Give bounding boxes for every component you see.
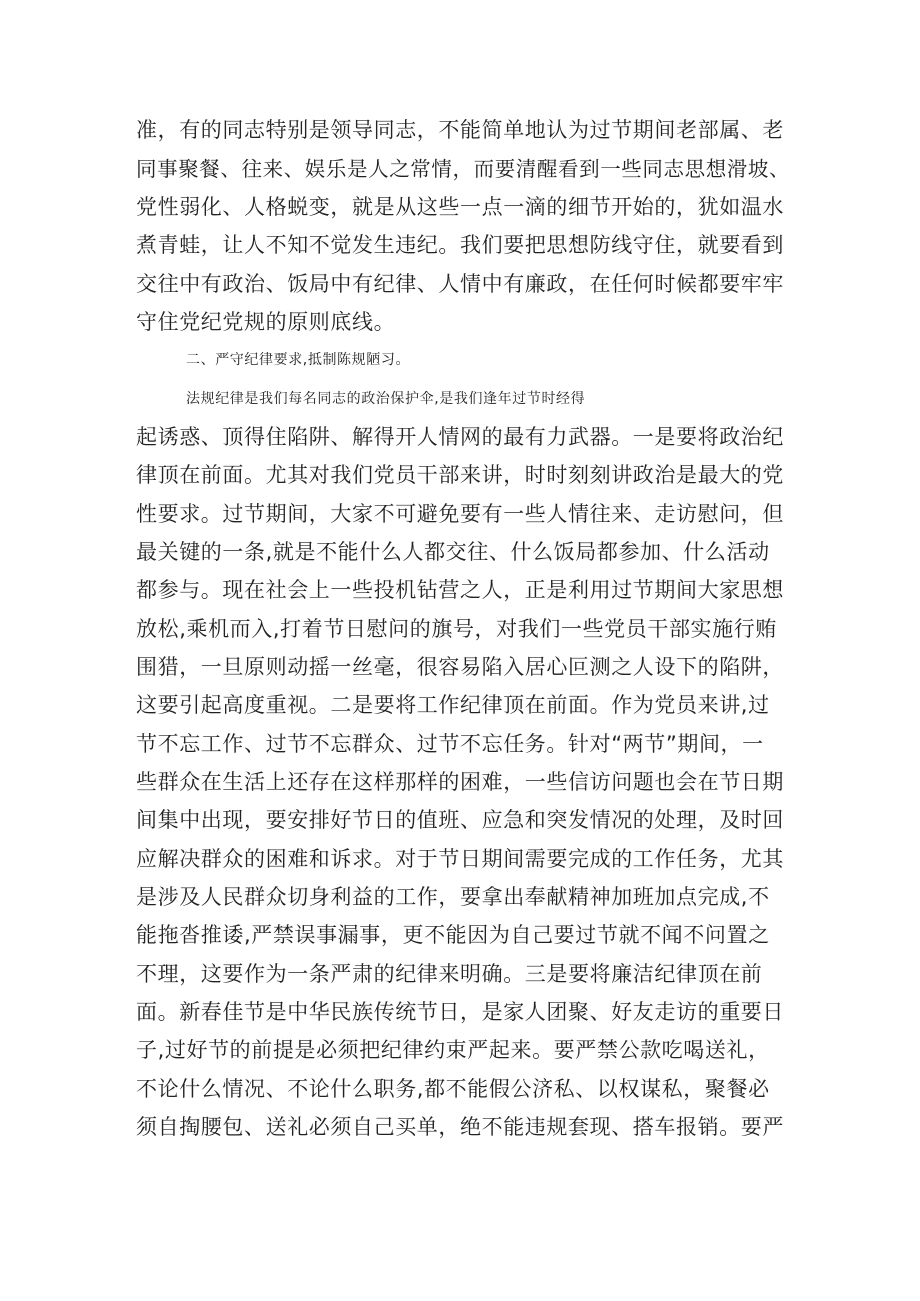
text-line: 守住党纪党规的原则底线。: [136, 310, 396, 334]
text-line: 同事聚餐、往来、娱乐是人之常情，而要清醒看到一些同志思想滑坡、: [136, 157, 791, 181]
text-line: 这要引起高度重视。二是要将工作纪律顶在前面。作为党员来讲,过: [136, 693, 770, 717]
text-line: 最关键的一条,就是不能什么人都交往、什么饭局都参加、什么活动: [136, 540, 770, 564]
text-line: 性要求。过节期间，大家不可避免要有一些人情往来、走访慰问，但: [136, 502, 784, 526]
text-line: 不理，这要作为一条严肃的纪律来明确。三是要将廉洁纪律顶在前: [136, 962, 763, 986]
section-heading: 二、严守纪律要求,抵制陈规陋习。: [186, 352, 411, 368]
text-line: 应解决群众的困难和诉求。对于节日期间需要完成的工作任务，尤其: [136, 847, 784, 871]
text-line: 须自掏腰包、送礼必须自己买单，绝不能违规套现、搭车报销。要严: [136, 1115, 784, 1139]
text-line: 面。新春佳节是中华民族传统节日，是家人团聚、好友走访的重要日: [136, 1000, 784, 1024]
text-line: 围猎，一旦原则动摇一丝毫，很容易陷入居心叵测之人设下的陷阱，: [136, 655, 784, 679]
text-line: 节不忘工作、过节不忘群众、过节不忘任务。针对“两节”期间，一: [136, 732, 764, 756]
text-line: 煮青蛙，让人不知不觉发生违纪。我们要把思想防线守住，就要看到: [136, 233, 784, 257]
text-line: 都参与。现在社会上一些投机钻营之人，正是利用过节期间大家思想: [136, 578, 784, 602]
text-line: 子,过好节的前提是必须把纪律约束严起来。要严禁公款吃喝送礼，: [136, 1038, 770, 1062]
text-line: 准，有的同志特别是领导同志，不能简单地认为过节期间老部属、老: [136, 118, 784, 142]
text-line: 律顶在前面。尤其对我们党员干部来讲，时时刻刻讲政治是最大的党: [136, 463, 784, 487]
text-line: 党性弱化、人格蜕变，就是从这些一点一滴的细节开始的，犹如温水: [136, 195, 784, 219]
text-line: 放松,乘机而入,打着节日慰问的旗号，对我们一些党员干部实施行贿: [136, 617, 777, 641]
text-line: 不论什么情况、不论什么职务,都不能假公济私、以权谋私，聚餐必: [136, 1077, 770, 1101]
text-line: 些群众在生活上还存在这样那样的困难，一些信访问题也会在节日期: [136, 770, 784, 794]
text-line: 交往中有政治、饭局中有纪律、人情中有廉政，在任何时候都要牢牢: [136, 272, 784, 296]
text-line: 起诱惑、顶得住陷阱、解得开人情网的最有力武器。一是要将政治纪: [136, 425, 784, 449]
text-line: 能拖沓推诿,严禁误事漏事，更不能因为自己要过节就不闻不问置之: [136, 923, 770, 947]
text-line: 是涉及人民群众切身利益的工作，要拿出奉献精神加班加点完成,不: [136, 885, 770, 909]
text-line: 间集中出现，要安排好节日的值班、应急和突发情况的处理，及时回: [136, 808, 784, 832]
paragraph-first-line: 法规纪律是我们每名同志的政治保护伞,是我们逢年过节时经得: [186, 391, 586, 407]
